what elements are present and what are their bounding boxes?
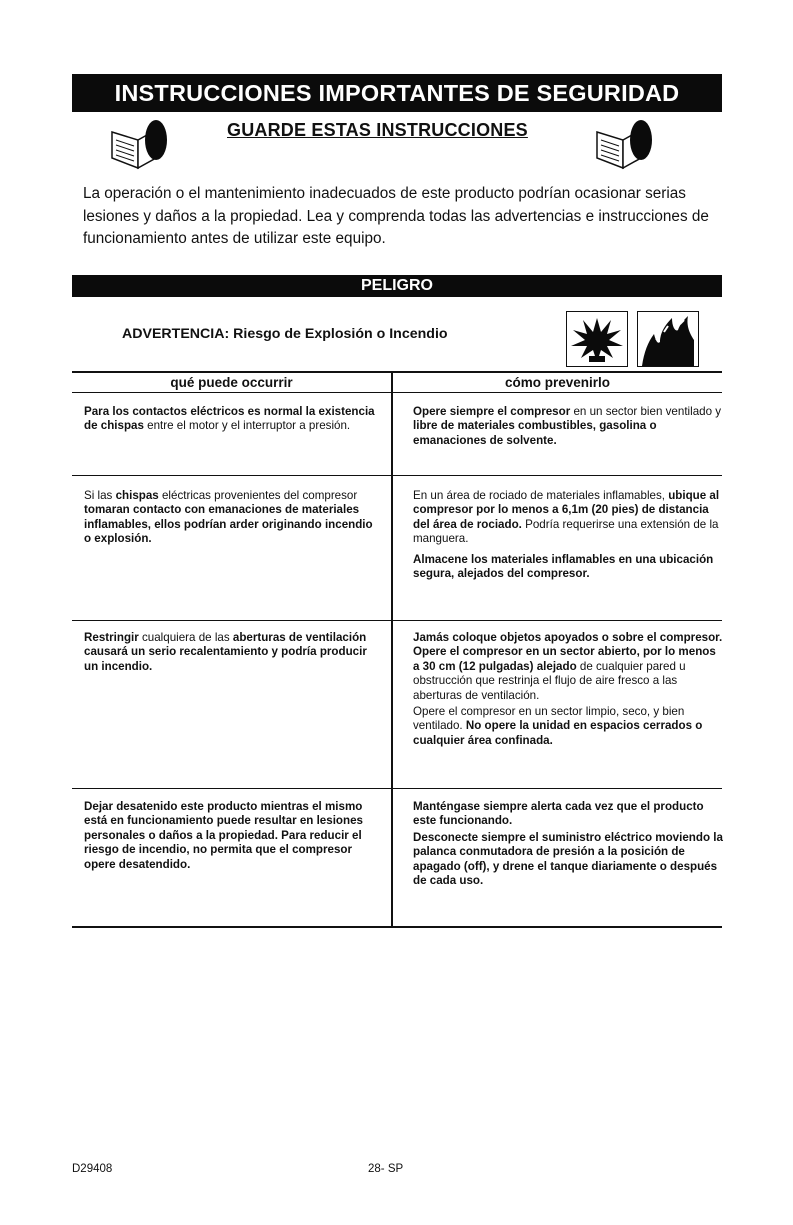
save-instructions-row	[72, 112, 722, 187]
table-row-4-right: Manténgase siempre alerta cada vez que el producto este funcionando. Desconecte siempre el suministro eléctrico moviendo la palanca conmutadora de presión a la posición de apagado (off), y drene el tanque diariamente o después de cada uso.	[413, 800, 723, 888]
table-column-divider	[391, 371, 393, 927]
explosion-hazard-icon	[566, 311, 628, 367]
intro-paragraph: La operación o el mantenimiento inadecuados de este producto podrían ocasionar serias lesiones y daños a la propiedad. Lea y comprenda todas las advertencias e instrucciones de funcionamiento antes de utilizar este equipo.	[83, 185, 709, 247]
table-rule	[72, 392, 722, 393]
fire-hazard-icon	[637, 311, 699, 367]
manual-book-icon	[110, 118, 168, 172]
warning-title: ADVERTENCIA: Riesgo de Explosión o Incendio	[122, 326, 448, 342]
table-row-2-left: Si las chispas eléctricas provenientes del compresor tomaran contacto con emanaciones de materiales inflamables, ellos podrían arder originando incendio o explosión.	[84, 489, 373, 546]
table-rule	[72, 620, 722, 621]
table-row-1-left: Para los contactos eléctricos es normal la existencia de chispas entre el motor y el interruptor a presión.	[84, 405, 375, 433]
table-rule	[72, 926, 722, 928]
column-header-how-to-prevent: cómo prevenirlo	[504, 375, 611, 390]
manual-book-icon	[595, 118, 653, 172]
table-row-1-right: Opere siempre el compresor en un sector bien ventilado y libre de materiales combustibles, gasolina o emanaciones de solvente.	[413, 405, 722, 447]
danger-banner	[72, 275, 722, 297]
table-rule	[72, 371, 722, 373]
table-rule	[72, 475, 722, 476]
page-number: 28- SP	[368, 1163, 404, 1175]
table-row-3-left: Restringir cualquiera de las aberturas de ventilación causará un serio recalentamiento y podría producir un incendio.	[84, 631, 367, 673]
table-rule	[72, 788, 722, 789]
document-code: D29408	[72, 1163, 113, 1175]
page-title: INSTRUCCIONES IMPORTANTES DE SEGURIDAD	[114, 80, 680, 106]
save-instructions-title: GUARDE ESTAS INSTRUCCIONES	[227, 120, 528, 140]
danger-label: PELIGRO	[360, 277, 433, 294]
column-header-what-can-happen: qué puede occurrir	[170, 375, 293, 390]
table-row-4-left: Dejar desatenido este producto mientras el mismo está en funcionamiento puede resultar en lesiones personales o daños a la propiedad. Para reducir el riesgo de incendio, no permita que el compresor opere desatendido.	[84, 800, 363, 871]
table-row-2-right: En un área de rociado de materiales inflamables, ubique al compresor por lo menos a 6,1m (20 pies) de distancia del área de rociado. Podría requerirse una extensión de la manguera. Almacene los materiales inflamables en una ubicación segura, alejados del compresor.	[413, 489, 720, 581]
table-row-3-right: Jamás coloque objetos apoyados o sobre el compresor. Opere el compresor en un sector abierto, por lo menos a 30 cm (12 pulgadas) alejado de cualquier pared u obstrucción que restrinja el flujo de aire fresco a las aberturas de ventilación. Opere el compresor en un sector limpio, seco, y bien ventilado. No opere la unidad en espacios cerrados o cualquier área confinada.	[413, 631, 723, 747]
page-title-banner	[72, 74, 722, 112]
